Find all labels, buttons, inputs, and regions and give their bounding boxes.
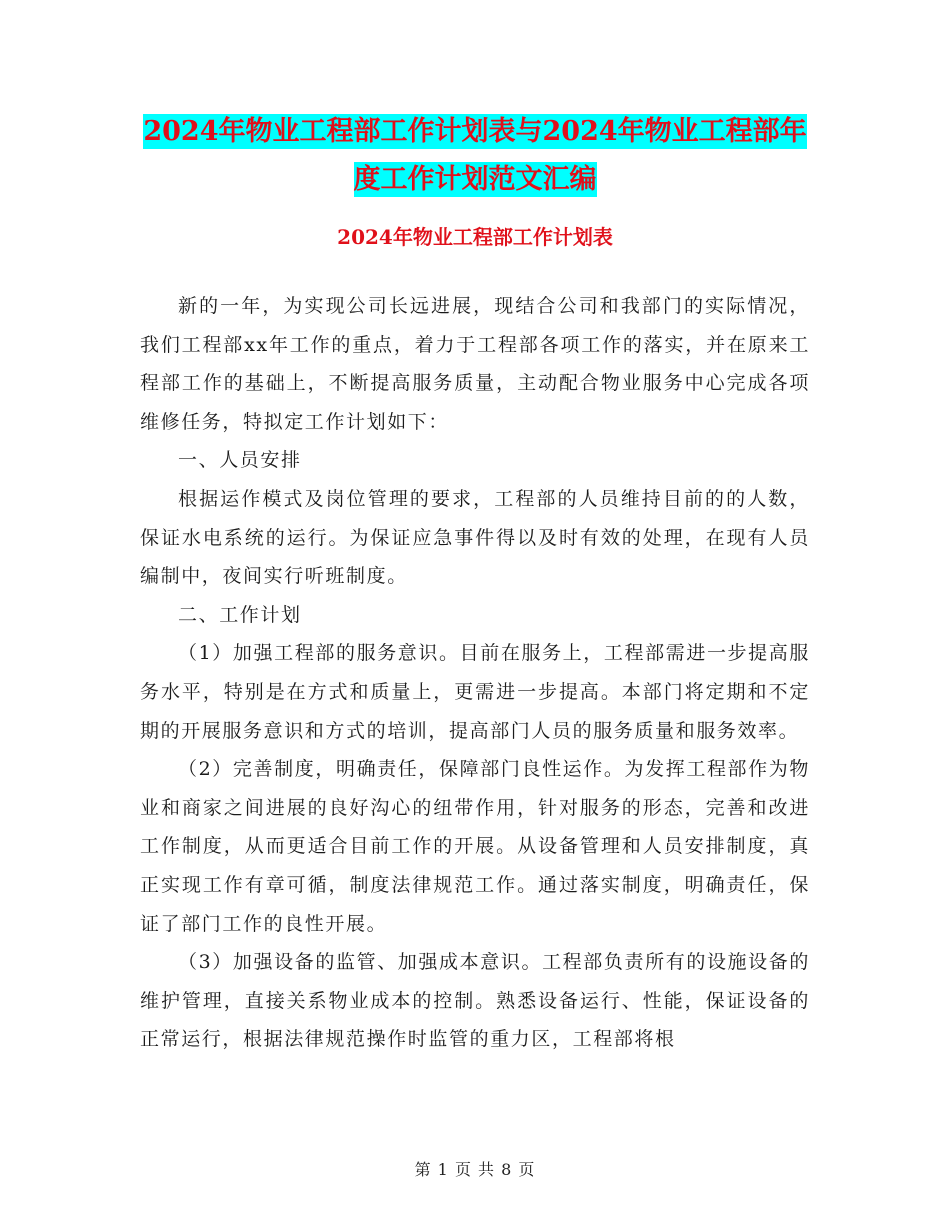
document-title-line-2: 度工作计划范文汇编 <box>353 164 597 195</box>
heading-staffing: 一、人员安排 <box>178 449 302 472</box>
document-body <box>140 287 810 1059</box>
heading-work-plan: 二、工作计划 <box>178 603 302 626</box>
document-title-line-1: 2024年物业工程部工作计划表与2024年物业工程部年 <box>143 116 807 147</box>
paragraph-plan-2: （2）完善制度，明确责任，保障部门良性运作。为发挥工程部作为物业和商家之间进展的良好沟心的纽带作用，针对服务的形态，完善和改进工作制度，从而更适合目前工作的开展。从设备管理和人员安排制度，真正实现工作有章可循，制度法律规范工作。通过落实制度，明确责任，保证了部门工作的良性开展。 <box>140 758 810 935</box>
document-title <box>140 108 810 204</box>
paragraph-plan-3: （3）加强设备的监管、加强成本意识。工程部负责所有的设施设备的维护管理，直接关系物业成本的控制。熟悉设备运行、性能，保证设备的正常运行，根据法律规范操作时监管的重力区，工程部将根 <box>140 951 810 1051</box>
paragraph-intro: 新的一年，为实现公司长远进展，现结合公司和我部门的实际情况，我们工程部xx年工作的重点，着力于工程部各项工作的落实，并在原来工程部工作的基础上，不断提高服务质量，主动配合物业服务中心完成各项维修任务，特拟定工作计划如下： <box>140 295 810 433</box>
paragraph-staffing: 根据运作模式及岗位管理的要求，工程部的人员维持目前的的人数，保证水电系统的运行。为保证应急事件得以及时有效的处理，在现有人员编制中，夜间实行听班制度。 <box>140 487 810 588</box>
paragraph-plan-1: （1）加强工程部的服务意识。目前在服务上，工程部需进一步提高服务水平，特别是在方式和质量上，更需进一步提高。本部门将定期和不定期的开展服务意识和方式的培训，提高部门人员的服务质量和服务效率。 <box>140 642 810 742</box>
page-number-footer: 第 1 页 共 8 页 <box>414 1160 536 1179</box>
section-title: 2024年物业工程部工作计划表 <box>337 225 613 249</box>
